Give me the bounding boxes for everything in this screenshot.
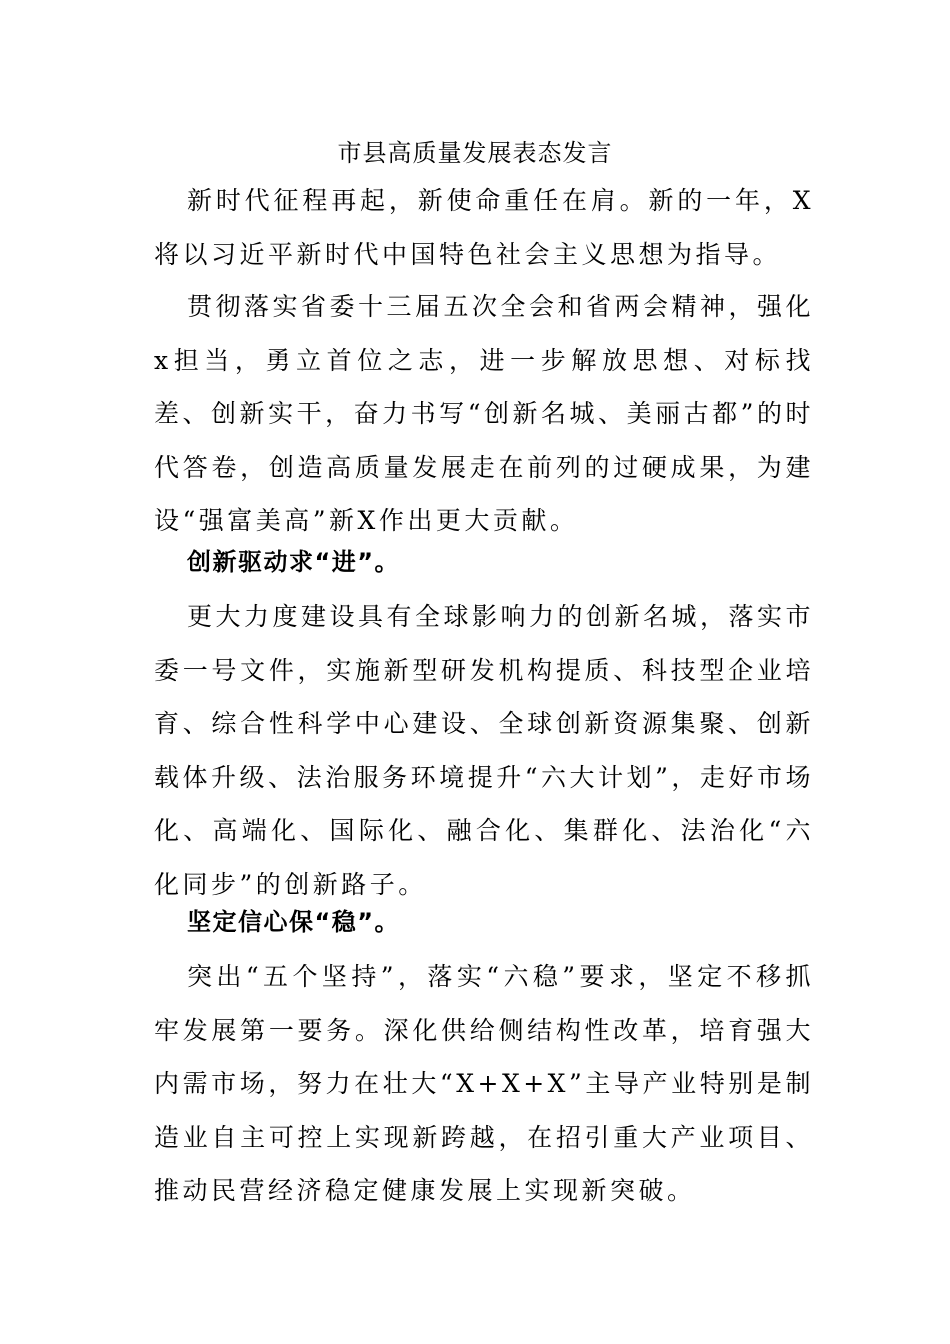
paragraph-intro: 新时代征程再起，新使命重任在肩。新的一年，X将以习近平新时代中国特色社会主义思想为指导。 xyxy=(154,186,814,269)
document-title: 市县高质量发展表态发言 xyxy=(337,139,613,167)
section-heading-innovation: 创新驱动求“进”。 xyxy=(187,548,401,576)
paragraph-stability: 突出“五个坚持”，落实“六稳”要求，坚定不移抓牢发展第一要务。深化供给侧结构性改革，培育强大内需市场，努力在壮大“X+X+X”主导产业特别是制造业自主可控上实现新跨越，在招引重大产业项目、推动民营经济稳定健康发展上实现新突破。 xyxy=(154,962,814,1205)
section-heading-stability: 坚定信心保“稳”。 xyxy=(187,908,401,936)
paragraph-innovation: 更大力度建设具有全球影响力的创新名城，落实市委一号文件，实施新型研发机构提质、科技型企业培育、综合性科学中心建设、全球创新资源集聚、创新载体升级、法治服务环境提升“六大计划”，走好市场化、高端化、国际化、融合化、集群化、法治化“六化同步”的创新路子。 xyxy=(154,602,815,899)
paragraph-implementation: 贯彻落实省委十三届五次全会和省两会精神，强化x担当，勇立首位之志，进一步解放思想、对标找差、创新实干，奋力书写“创新名城、美丽古都”的时代答卷，创造高质量发展走在前列的过硬成果，为建设“强富美高”新X作出更大贡献。 xyxy=(154,292,815,535)
